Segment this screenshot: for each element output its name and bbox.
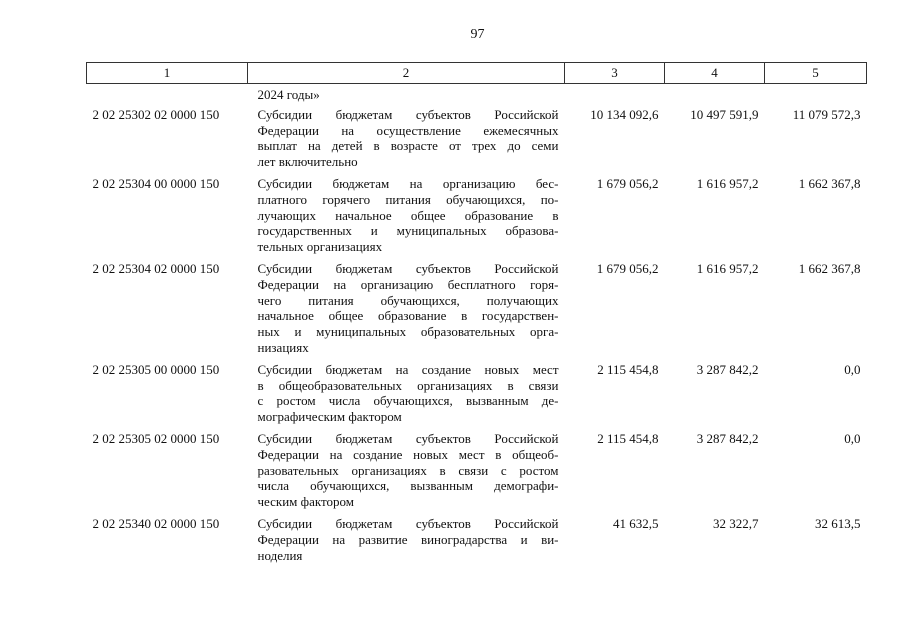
budget-revenue-table xyxy=(86,62,867,569)
amount-col-3-cell: 10 134 092,6 xyxy=(590,106,659,122)
description-line: разовательных организациях в связи с ростом xyxy=(257,462,559,478)
description-line: Субсидии бюджетам на организацию бес- xyxy=(257,175,559,191)
amount-col-3-cell: 1 679 056,2 xyxy=(596,175,659,191)
amount-col-3-cell: 1 679 056,2 xyxy=(596,260,659,276)
column-header-2: 2 xyxy=(248,63,565,84)
amount-col-4-cell: 3 287 842,2 xyxy=(696,430,759,446)
description-line: лучающих начальное общее образование в xyxy=(257,207,559,223)
description-line: государственных и муниципальных образова- xyxy=(257,223,559,239)
amount-col-3-cell: 2 115 454,8 xyxy=(597,361,659,377)
budget-code-cell: 2 02 25304 02 0000 150 xyxy=(92,260,220,276)
description-line: Федерации на осуществление ежемесячных xyxy=(257,122,559,138)
amount-col-4-cell: 1 616 957,2 xyxy=(696,175,759,191)
budget-code-cell: 2 02 25304 00 0000 150 xyxy=(92,175,220,191)
description-line: чего питания обучающихся, получающих xyxy=(257,292,559,308)
description-line: ческим фактором xyxy=(257,494,354,510)
column-header-1: 1 xyxy=(87,63,248,84)
description-line: Субсидии бюджетам субъектов Российской xyxy=(257,430,559,446)
description-line: Федерации на организацию бесплатного горя- xyxy=(257,276,559,292)
description-line: ноделия xyxy=(257,547,303,563)
amount-col-5-cell: 11 079 572,3 xyxy=(792,106,861,122)
continuation-description xyxy=(248,84,565,107)
description-cell xyxy=(248,176,565,261)
amount-col-3-cell: 2 115 454,8 xyxy=(597,430,659,446)
description-line: Субсидии бюджетам субъектов Российской xyxy=(257,515,559,531)
amount-col-5-cell: 1 662 367,8 xyxy=(798,260,861,276)
table-header-row xyxy=(87,63,867,84)
table-body xyxy=(87,84,867,570)
continuation-empty-cell xyxy=(765,84,867,107)
description-cell xyxy=(248,516,565,569)
description-line: Субсидии бюджетам на создание новых мест xyxy=(257,361,559,377)
page-number: 97 xyxy=(470,27,485,42)
amount-col-4-cell: 32 322,7 xyxy=(713,515,759,531)
description-cell xyxy=(248,107,565,176)
budget-code-cell: 2 02 25305 00 0000 150 xyxy=(92,361,220,377)
amount-col-5-cell: 0,0 xyxy=(844,430,861,446)
budget-code-cell: 2 02 25340 02 0000 150 xyxy=(92,515,220,531)
description-line: ных и муниципальных образовательных орга- xyxy=(257,324,559,340)
description-cell xyxy=(248,261,565,362)
description-line: в общеобразовательных организациях в связи xyxy=(257,377,559,393)
continuation-text: 2024 годы» xyxy=(257,87,320,102)
amount-col-5-cell: 0,0 xyxy=(844,361,861,377)
description-line: Субсидии бюджетам субъектов Российской xyxy=(257,106,559,122)
budget-code-cell: 2 02 25302 02 0000 150 xyxy=(92,106,220,122)
description-cell xyxy=(248,431,565,516)
description-line: Федерации на развитие виноградарства и ви- xyxy=(257,531,559,547)
description-line: Субсидии бюджетам субъектов Российской xyxy=(257,260,559,276)
column-header-3: 3 xyxy=(565,63,665,84)
amount-col-5-cell: 1 662 367,8 xyxy=(798,175,861,191)
column-header-4: 4 xyxy=(665,63,765,84)
table-row xyxy=(87,362,867,431)
amount-col-4-cell: 10 497 591,9 xyxy=(690,106,759,122)
description-line: платного горячего питания обучающихся, по- xyxy=(257,191,559,207)
continuation-code-cell xyxy=(87,84,248,107)
amount-col-4-cell: 1 616 957,2 xyxy=(696,260,759,276)
table-row xyxy=(87,107,867,176)
description-line: тельных организациях xyxy=(257,239,383,255)
description-line: числа обучающихся, вызванным демографи- xyxy=(257,478,559,494)
description-cell xyxy=(248,362,565,431)
continuation-empty-cell xyxy=(665,84,765,107)
table-row xyxy=(87,176,867,261)
table-row xyxy=(87,516,867,569)
description-line: выплат на детей в возрасте от трех до семи xyxy=(257,138,559,154)
amount-col-4-cell: 3 287 842,2 xyxy=(696,361,759,377)
table-row xyxy=(87,431,867,516)
description-line: лет включительно xyxy=(257,154,358,170)
continuation-empty-cell xyxy=(565,84,665,107)
budget-code-cell: 2 02 25305 02 0000 150 xyxy=(92,430,220,446)
description-line: мографическим фактором xyxy=(257,409,402,425)
amount-col-5-cell: 32 613,5 xyxy=(815,515,861,531)
table-row xyxy=(87,261,867,362)
amount-col-3-cell: 41 632,5 xyxy=(613,515,659,531)
description-line: Федерации на создание новых мест в общеоб- xyxy=(257,446,559,462)
column-header-5: 5 xyxy=(765,63,867,84)
description-line: низациях xyxy=(257,339,309,355)
description-line: с ростом числа обучающихся, вызванным де- xyxy=(257,393,559,409)
description-line: начальное общее образование в государствен- xyxy=(257,308,559,324)
continuation-row xyxy=(87,84,867,107)
